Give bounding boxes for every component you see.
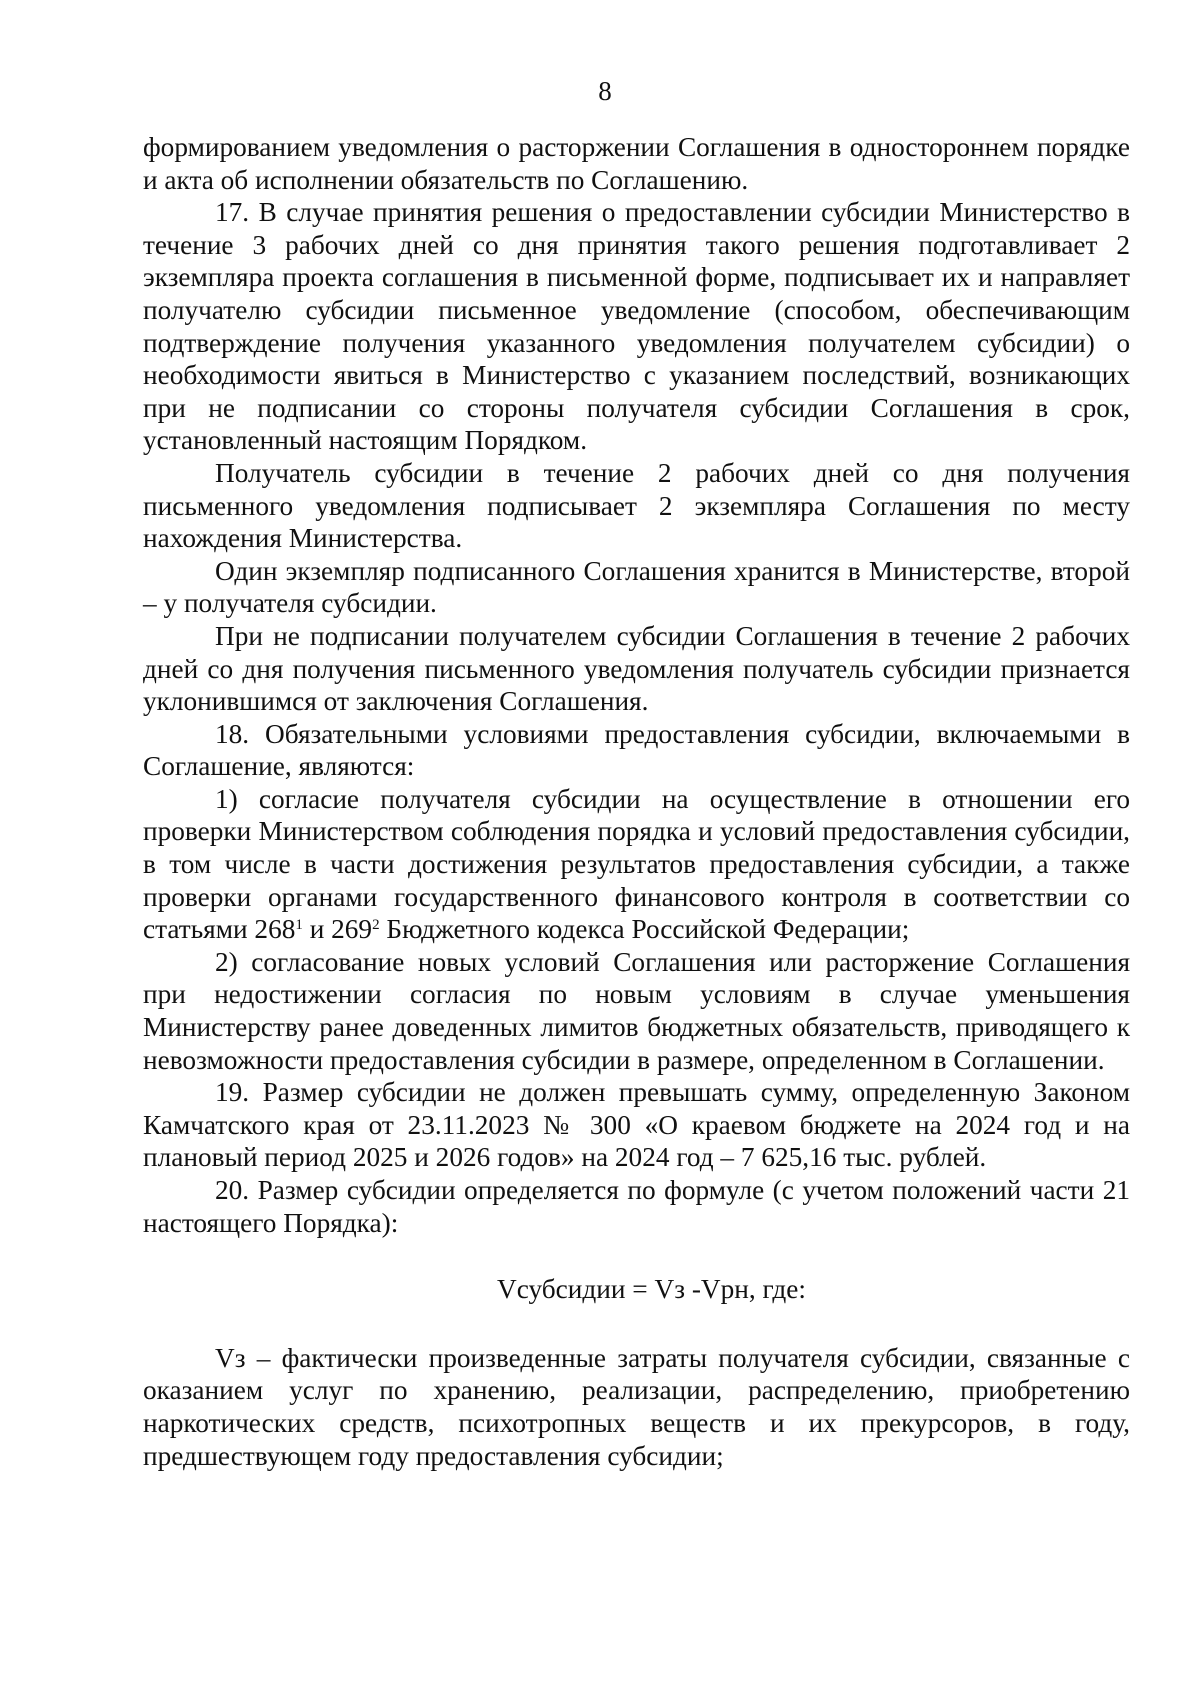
item-1-text-end: Бюджетного кодекса Российской Федерации; xyxy=(379,914,910,945)
paragraph-continuation: формированием уведомления о расторжении Соглашения в одностороннем порядке и акта об исполнении обязательств по Соглашению. xyxy=(143,132,1130,195)
document-body xyxy=(143,131,1130,1472)
paragraph-17-refusal: При не подписании получателем субсидии Соглашения в течение 2 рабочих дней со дня получения письменного уведомления получатель субсидии признается уклонившимся от заключения Соглашения. xyxy=(143,620,1130,717)
item-1-text-middle: и 269 xyxy=(302,914,373,945)
paragraph-20: 20. Размер субсидии определяется по формуле (с учетом положений части 21 настоящего Порядка): xyxy=(143,1175,1130,1238)
paragraph-18-item-2: 2) согласование новых условий Соглашения или расторжение Соглашения при недостижении согласия по новым условиям в случае уменьшения Министерству ранее доведенных лимитов бюджетных обязательств, приводящего к невозможности предоставления субсидии в размере, определенном в Соглашении. xyxy=(143,946,1130,1075)
paragraph-18: 18. Обязательными условиями предоставления субсидии, включаемыми в Соглашение, являются: xyxy=(143,718,1130,782)
item-1-text: 1) согласие получателя субсидии на осуществление в отношении его проверки Министерством соблюдения порядка и условий предоставления субсидии, в том числе в части достижения результатов предоставления субсидии, а также проверки органами государственного финансового контроля в соответствии со статьями 268 xyxy=(143,783,1130,945)
paragraph-17-copies: Один экземпляр подписанного Соглашения хранится в Министерстве, второй – у получателя субсидии. xyxy=(143,555,1130,619)
paragraph-19: 19. Размер субсидии не должен превышать сумму, определенную Законом Камчатского края от 23.11.2023 № 300 «О краевом бюджете на 2024 год и на плановый период 2025 и 2026 годов» на 2024 год – 7 625,16 тыс. рублей. xyxy=(143,1077,1130,1173)
formula-definition-vz: Vз – фактически произведенные затраты получателя субсидии, связанные с оказанием услуг по хранению, реализации, распределению, приобретению наркотических средств, психотропных веществ и их прекурсоров, в году, предшествующем году предоставления субсидии; xyxy=(143,1342,1130,1471)
paragraph-17: 17. В случае принятия решения о предоставлении субсидии Министерство в течение 3 рабочих дней со дня принятия такого решения подготавливает 2 экземпляра проекта соглашения в письменной форме, подписывает их и направляет получателю субсидии письменное уведомление (способом, обеспечивающим подтверждение получения указанного уведомления получателем субсидии) о необходимости явиться в Министерство с указанием последствий, возникающих при не подписании со стороны получателя субсидии Соглашения в срок, установленный настоящим Порядком. xyxy=(143,197,1130,456)
page-number: 8 xyxy=(598,76,612,106)
paragraph-18-item-1 xyxy=(143,783,1130,946)
subsidy-formula: Vсубсидии = Vз -Vрн, где: xyxy=(497,1274,806,1305)
superscript-2: 2 xyxy=(372,917,380,934)
paragraph-17-signing: Получатель субсидии в течение 2 рабочих дней со дня получения письменного уведомления подписывает 2 экземпляра Соглашения по месту нахождения Министерства. xyxy=(143,457,1130,554)
superscript-1: 1 xyxy=(295,917,303,934)
